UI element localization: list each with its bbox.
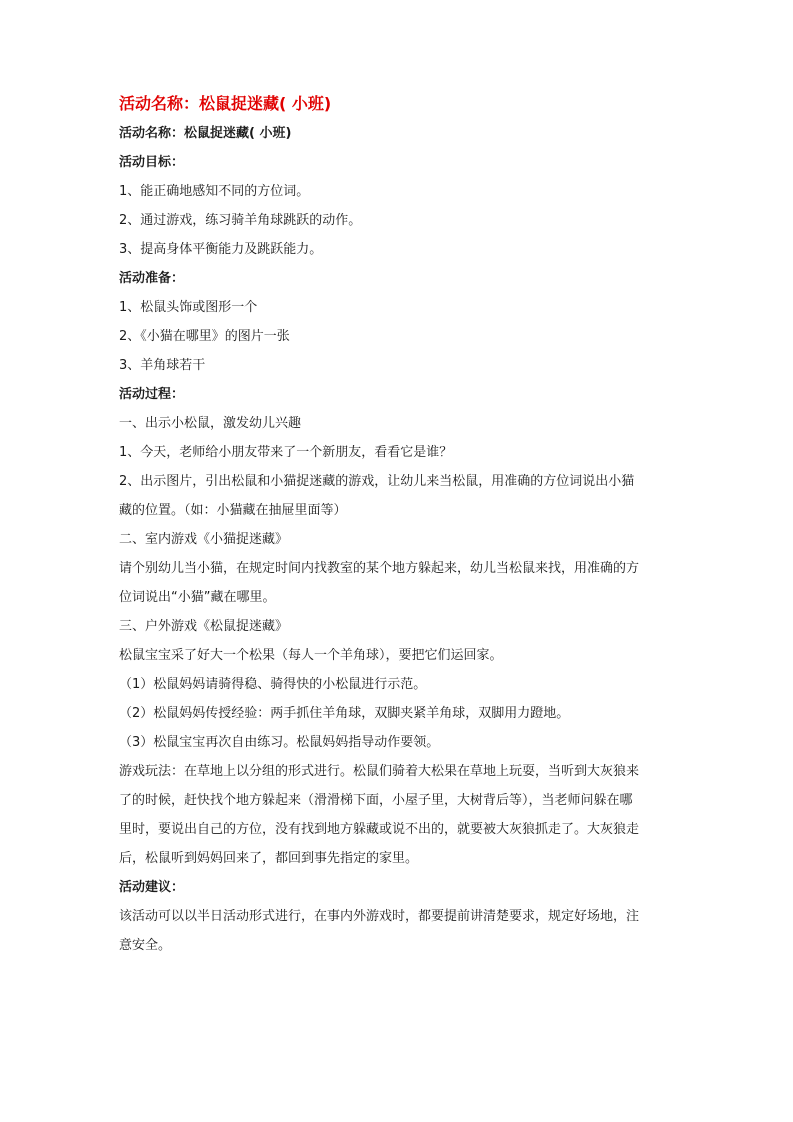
document-title: 活动名称：松鼠捉迷藏( 小班) [119,94,332,113]
part3-step: （2）松鼠妈妈传授经验：两手抓住羊角球，双脚夹紧羊角球，双脚用力蹬地。 [119,706,570,721]
prep-heading: 活动准备： [119,271,185,286]
advice-heading: 活动建议： [119,880,185,895]
prep-item: 3、羊角球若干 [119,358,206,373]
play-rules-line: 了的时候，赶快找个地方躲起来（滑滑梯下面，小屋子里，大树背后等），当老师问躲在哪 [119,793,633,808]
advice-line: 意安全。 [119,938,172,953]
goal-item: 3、提高身体平衡能力及跳跃能力。 [119,242,323,257]
part2-text-cont: 位词说出“小猫”藏在哪里。 [119,590,276,605]
part1-title: 一、出示小松鼠，激发幼儿兴趣 [119,416,302,431]
play-rules-line: 后，松鼠听到妈妈回来了，都回到事先指定的家里。 [119,851,419,866]
document-body [119,92,679,960]
part1-item: 1、今天，老师给小朋友带来了一个新朋友，看看它是谁？ [119,445,453,460]
part3-intro: 松鼠宝宝采了好大一个松果（每人一个羊角球），要把它们运回家。 [119,648,503,663]
advice-line: 该活动可以以半日活动形式进行，在事内外游戏时，都要提前讲清楚要求，规定好场地，注 [119,909,640,924]
goals-heading: 活动目标： [119,155,185,170]
goal-item: 2、通过游戏，练习骑羊角球跳跃的动作。 [119,213,362,228]
process-heading: 活动过程： [119,387,185,402]
goal-item: 1、能正确地感知不同的方位词。 [119,184,310,199]
part3-step: （1）松鼠妈妈请骑得稳、骑得快的小松鼠进行示范。 [119,677,427,692]
prep-item: 2、《小猫在哪里》的图片一张 [119,329,290,344]
part1-item-cont: 藏的位置。（如：小猫藏在抽屉里面等） [119,503,347,518]
part1-item: 2、出示图片，引出松鼠和小猫捉迷藏的游戏，让幼儿来当松鼠，用准确的方位词说出小猫 [119,474,635,489]
part2-title: 二、室内游戏《小猫捉迷藏》 [119,532,289,547]
activity-name: 活动名称：松鼠捉迷藏( 小班) [119,126,292,141]
part2-text: 请个别幼儿当小猫，在规定时间内找教室的某个地方躲起来，幼儿当松鼠来找，用准确的方 [119,561,640,576]
part3-title: 三、户外游戏《松鼠捉迷藏》 [119,619,289,634]
play-rules-line: 里时，要说出自己的方位，没有找到地方躲藏或说不出的，就要被大灰狼抓走了。大灰狼走 [119,822,640,837]
part3-step: （3）松鼠宝宝再次自由练习。松鼠妈妈指导动作要领。 [119,735,440,750]
play-rules-line: 游戏玩法：在草地上以分组的形式进行。松鼠们骑着大松果在草地上玩耍，当听到大灰狼来 [119,764,640,779]
prep-item: 1、松鼠头饰或图形一个 [119,300,258,315]
